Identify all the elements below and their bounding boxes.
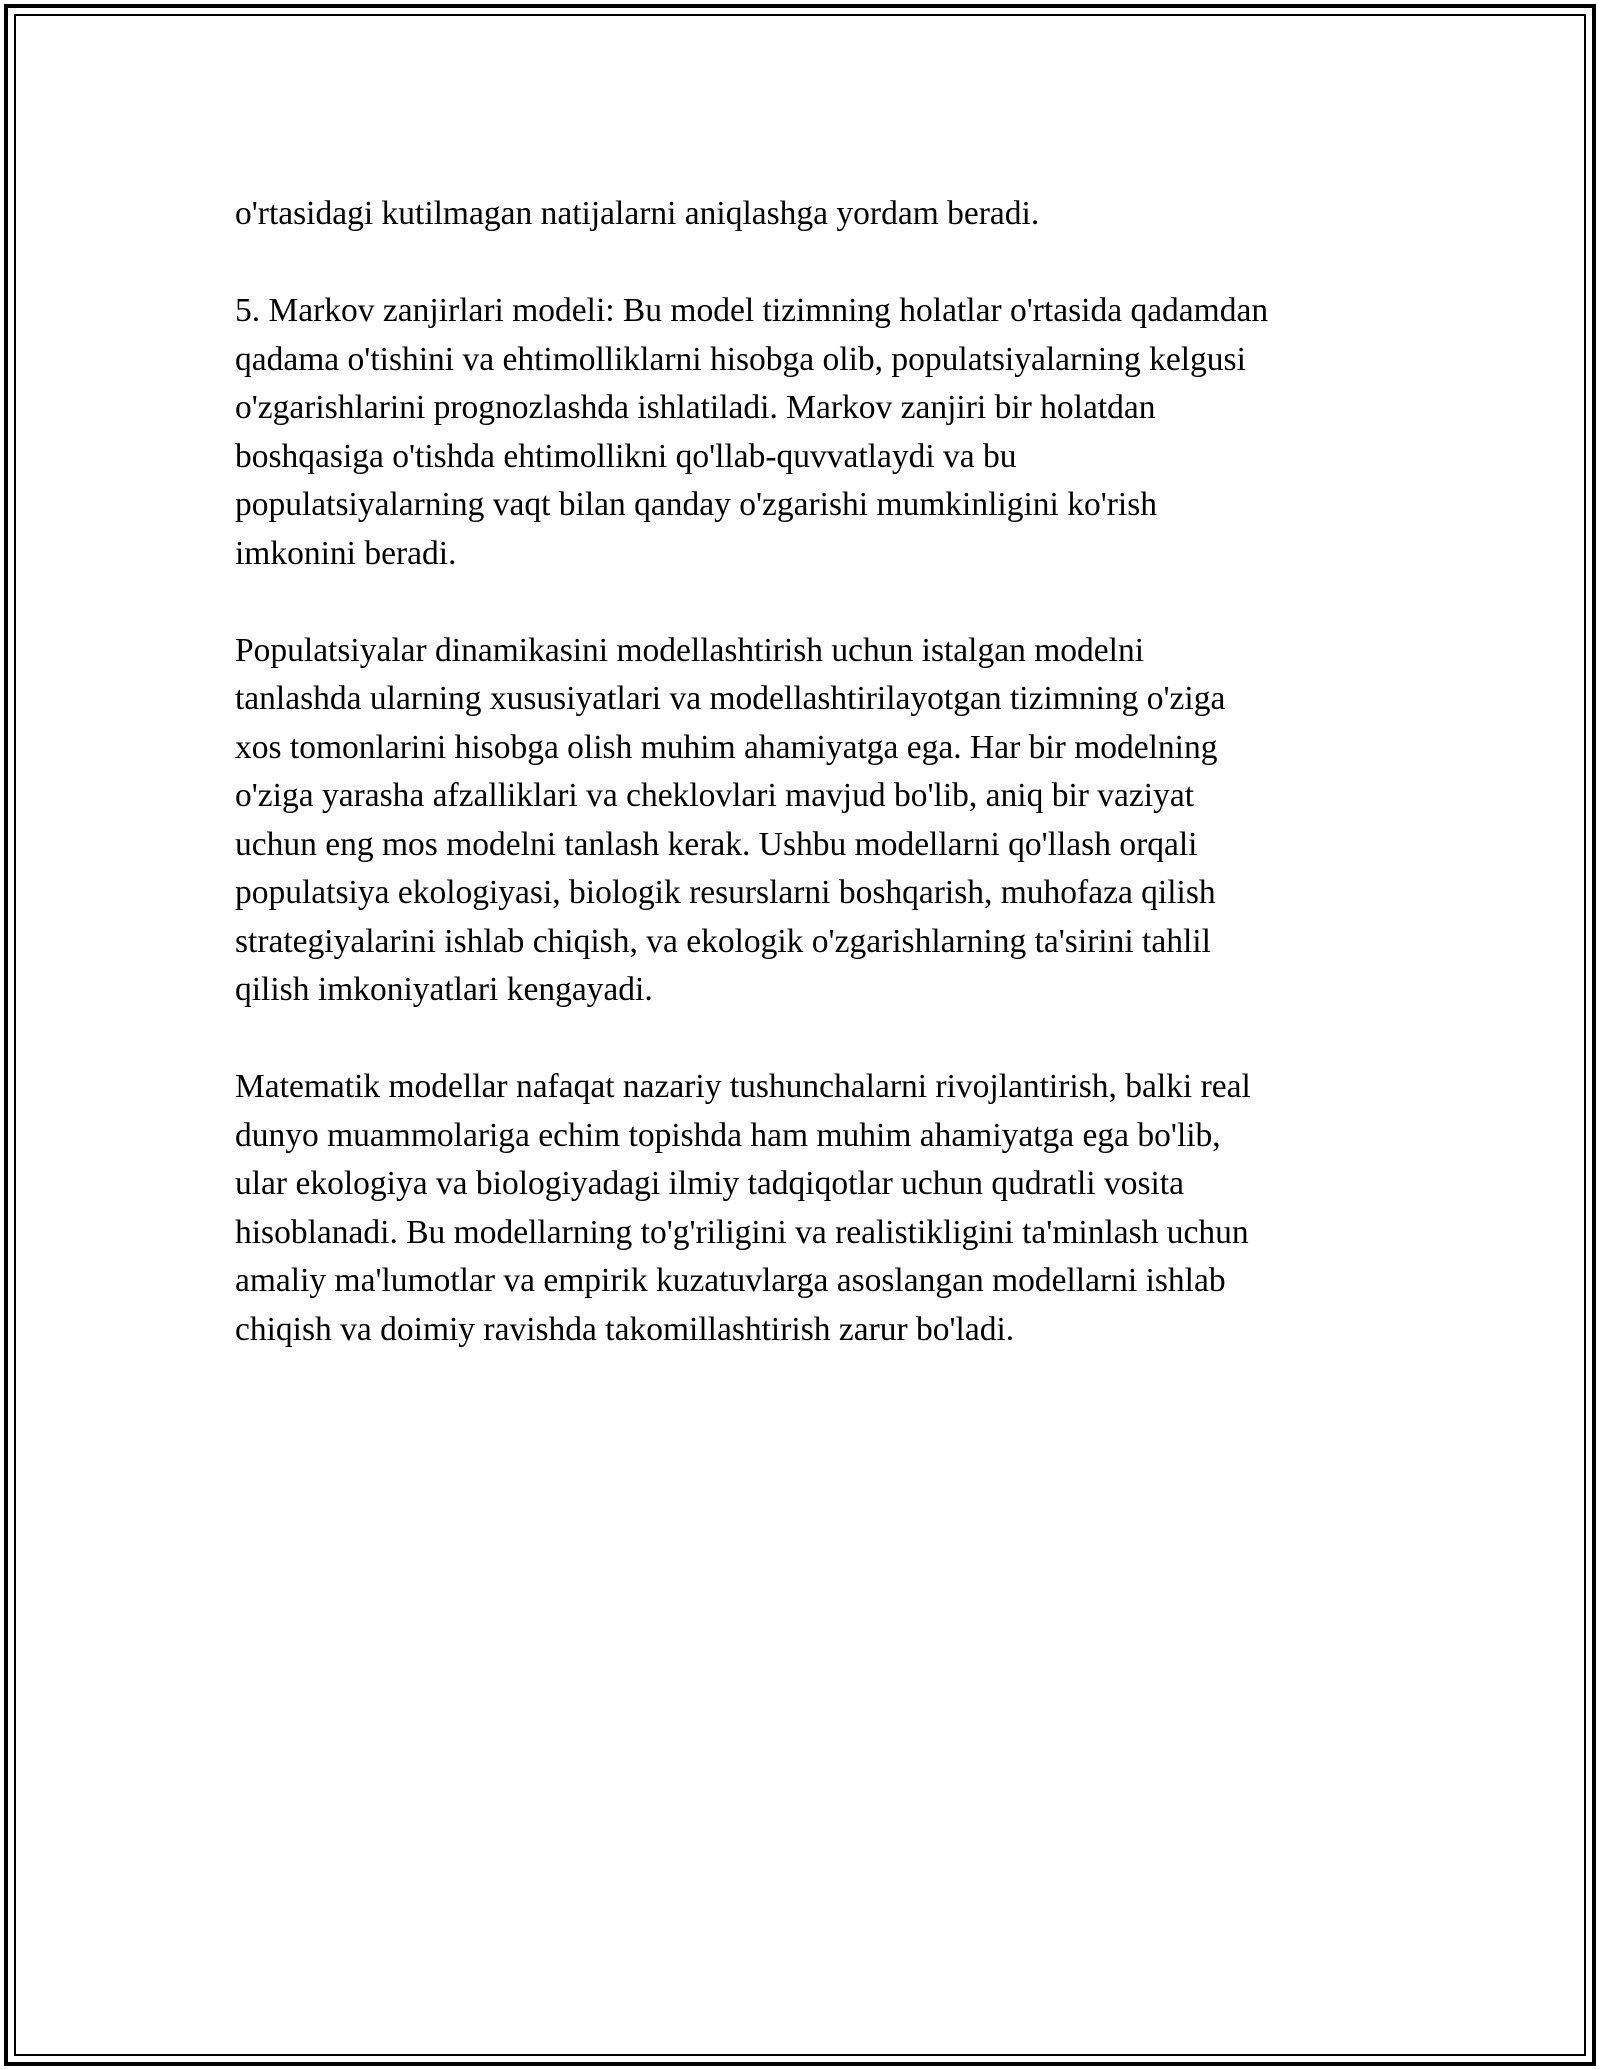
- paragraph-model-selection: Populatsiyalar dinamikasini modellashtirish uchun istalgan modelni tanlashda ularning xususiyatlari va modellashtirilayotgan tizimning o'ziga xos tomonlarini hisobga olish muhim ahamiyatga ega. Har bir modelning o'ziga yarasha afzalliklari va cheklovlari mavjud bo'lib, aniq bir vaziyat uchun eng mos modelni tanlash kerak. Ushbu modellarni qo'llash orqali populatsiya ekologiyasi, biologik resurslarni boshqarish, muhofaza qilish strategiyalarini ishlab chiqish, va ekologik o'zgarishlarning ta'sirini tahlil qilish imkoniyatlari kengayadi.: [235, 631, 1226, 1008]
- paragraph-continuation: o'rtasidagi kutilmagan natijalarni aniqlashga yordam beradi.: [235, 195, 1040, 232]
- document-body: [235, 190, 1395, 1354]
- paragraph-markov-chain-model: 5. Markov zanjirlari modeli: Bu model tizimning holatlar o'rtasida qadamdan qadama o'tishini va ehtimolliklarni hisobga olib, populatsiyalarning kelgusi o'zgarishlarini prognozlashda ishlatiladi. Markov zanjiri bir holatdan boshqasiga o'tishda ehtimollikni qo'llab-quvvatlaydi va bu populatsiyalarning vaqt bilan qanday o'zgarishi mumkinligini ko'rish imkonini beradi.: [235, 292, 1269, 572]
- paragraph-mathematical-models: Matematik modellar nafaqat nazariy tushunchalarni rivojlantirish, balki real dunyo muammolariga echim topishda ham muhim ahamiyatga ega bo'lib, ular ekologiya va biologiyadagi ilmiy tadqiqotlar uchun qudratli vosita hisoblanadi. Bu modellarning to'g'riligini va realistikligini ta'minlash uchun amaliy ma'lumotlar va empirik kuzatuvlarga asoslangan modellarni ishlab chiqish va doimiy ravishda takomillashtirish zarur bo'ladi.: [235, 1068, 1251, 1348]
